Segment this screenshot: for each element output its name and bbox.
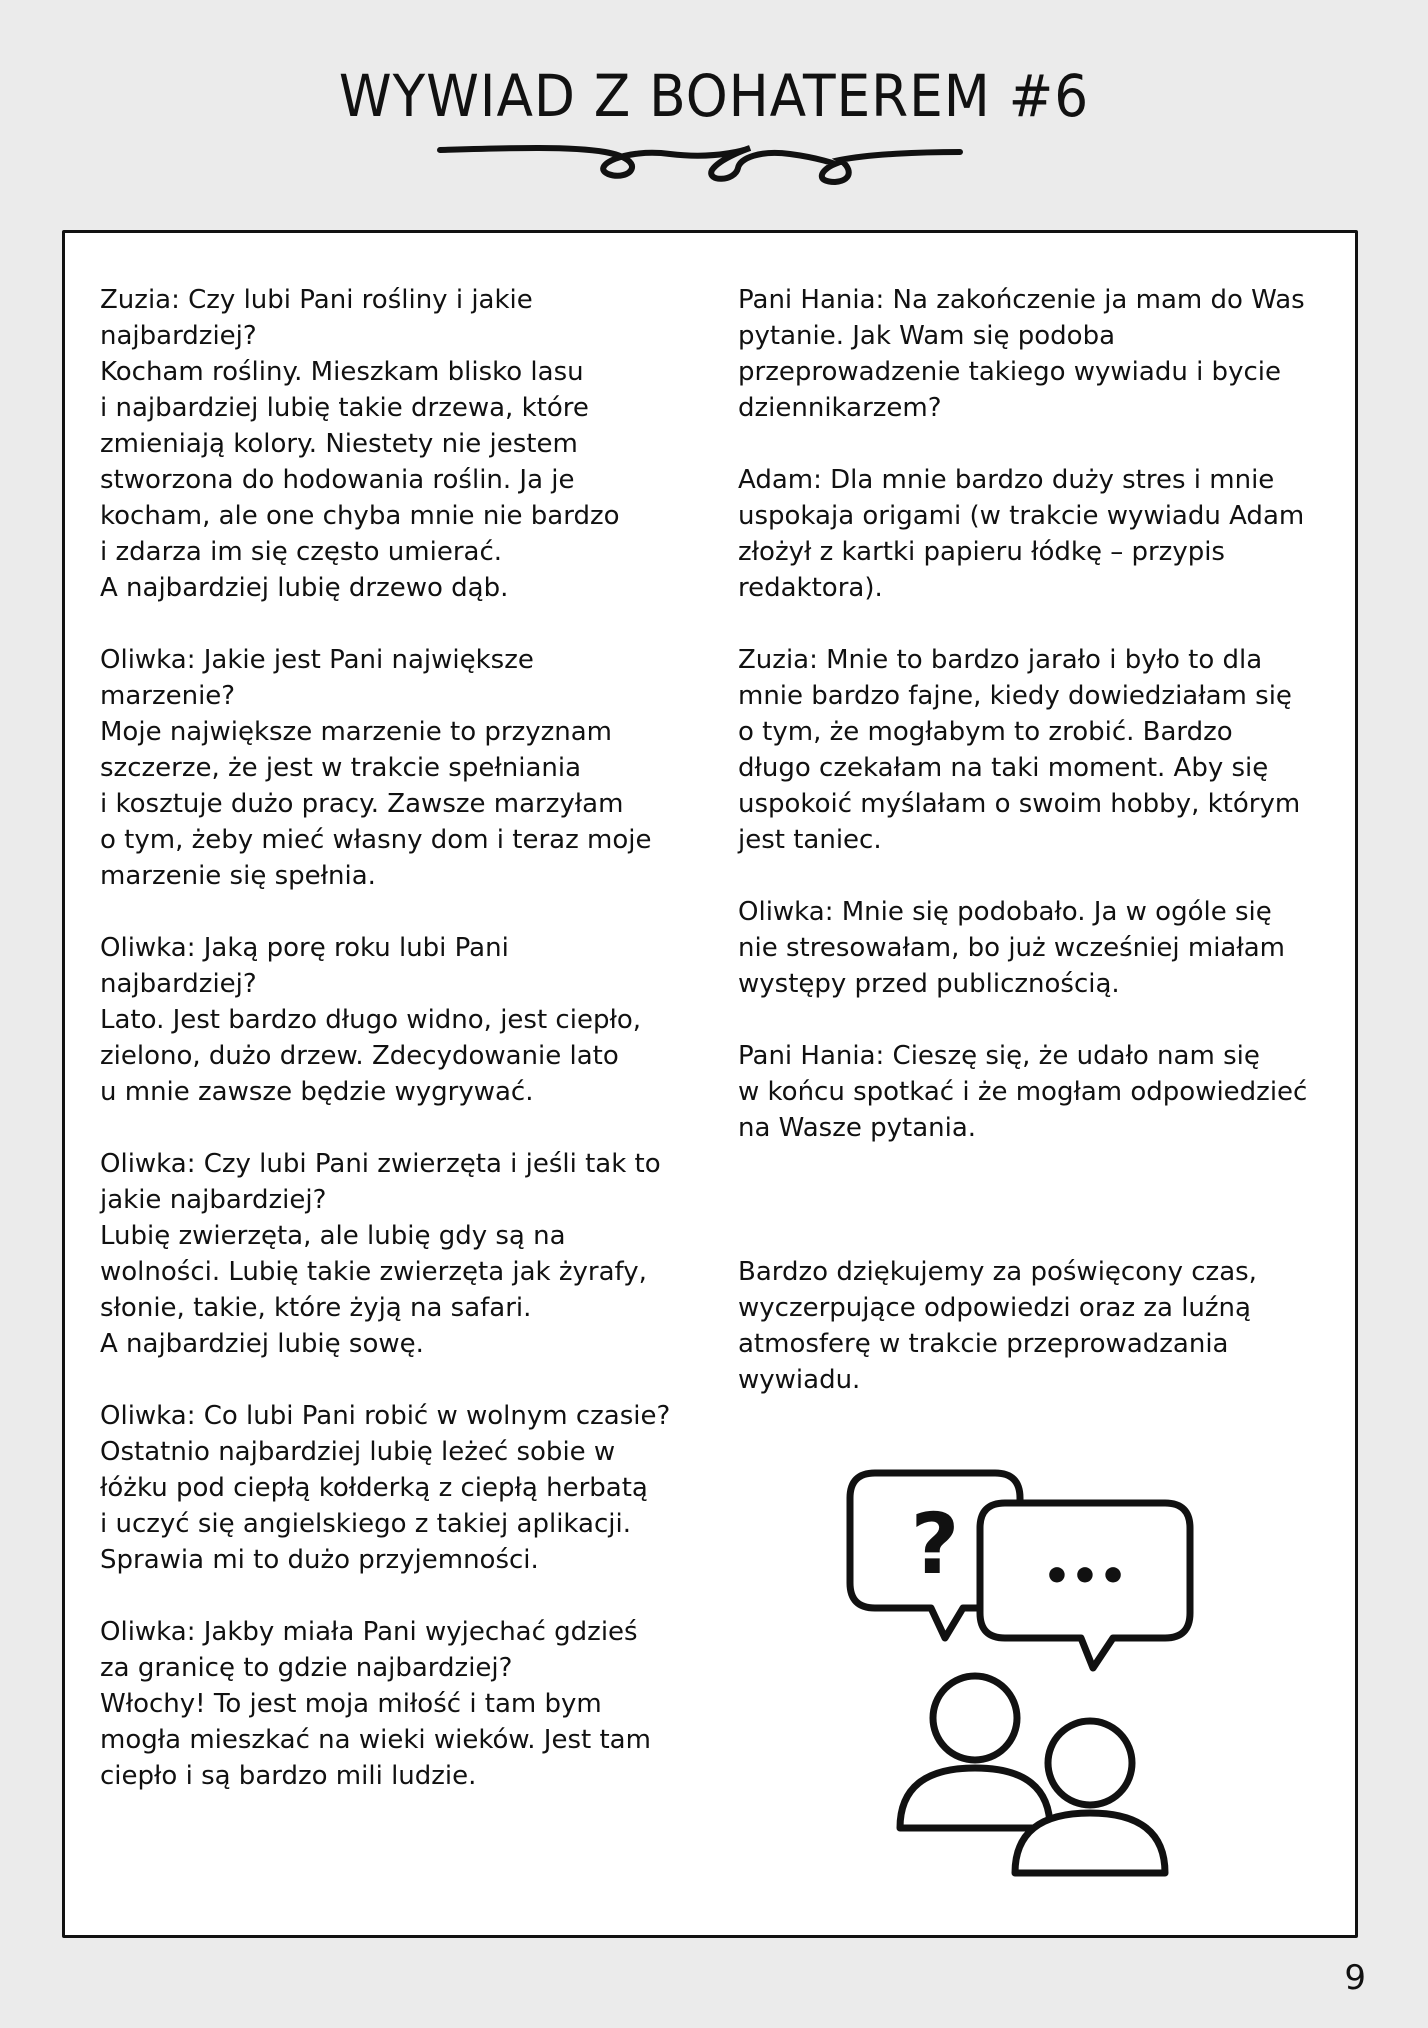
- qa-block: Oliwka: Mnie się podobało. Ja w ogóle się nie stresowałam, bo już wcześniej miałam występy przed publicznością.: [738, 897, 1286, 999]
- qa-block: Pani Hania: Cieszę się, że udało nam się w końcu spotkać i że mogłam odpowiedzieć na Wasze pytania.: [738, 1041, 1308, 1143]
- interview-frame: [62, 230, 1358, 1938]
- qa-block: Adam: Dla mnie bardzo duży stres i mnie uspokaja origami (w trakcie wywiadu Adam złożył z kartki papieru łódkę – przypis redaktora).: [738, 465, 1305, 603]
- ellipsis: •••: [1042, 1551, 1128, 1602]
- question-mark: ?: [910, 1495, 960, 1593]
- speech-bubble-ellipsis-icon: [980, 1503, 1190, 1668]
- swirl-divider-icon: [420, 130, 980, 190]
- right-column: [738, 282, 1338, 1398]
- left-column: [100, 282, 700, 1794]
- closing-note: Bardzo dziękujemy za poświęcony czas, wyczerpujące odpowiedzi oraz za luźną atmosferę w trakcie przeprowadzania wywiadu.: [738, 1257, 1257, 1395]
- qa-block: Oliwka: Czy lubi Pani zwierzęta i jeśli tak to jakie najbardziej? Lubię zwierzęta, ale lubię gdy są na wolności. Lubię takie zwierzęta jak żyrafy, słonie, takie, które żyją na safari. A najbardziej lubię sowę.: [100, 1149, 661, 1359]
- qa-block: Oliwka: Jakie jest Pani największe marzenie? Moje największe marzenie to przyznam szczerze, że jest w trakcie spełniania i kosztuje dużo pracy. Zawsze marzyłam o tym, żeby mieć własny dom i teraz moje marzenie się spełnia.: [100, 645, 652, 891]
- person-left-icon: [900, 1676, 1050, 1828]
- qa-block: Oliwka: Co lubi Pani robić w wolnym czasie? Ostatnio najbardziej lubię leżeć sobie w łóżku pod ciepłą kołderką z ciepłą herbatą i uczyć się angielskiego z takiej aplikacji. Sprawia mi to dużo przyjemności.: [100, 1401, 671, 1575]
- qa-block: Pani Hania: Na zakończenie ja mam do Was pytanie. Jak Wam się podoba przeprowadzenie takiego wywiadu i bycie dziennikarzem?: [738, 285, 1305, 423]
- qa-block: Oliwka: Jakby miała Pani wyjechać gdzieś za granicę to gdzie najbardziej? Włochy! To jest moja miłość i tam bym mogła mieszkać na wieki wieków. Jest tam ciepło i są bardzo mili ludzie.: [100, 1617, 651, 1791]
- qa-block: Zuzia: Czy lubi Pani rośliny i jakie najbardziej? Kocham rośliny. Mieszkam blisko lasu i najbardziej lubię takie drzewa, które zmieniają kolory. Niestety nie jestem stworzona do hodowania roślin. Ja je kocham, ale one chyba mnie nie bardzo i zdarza im się często umierać. A najbardziej lubię drzewo dąb.: [100, 285, 620, 603]
- page-number: 9: [1344, 1958, 1366, 1998]
- people-talking-icon: [845, 1453, 1245, 1883]
- qa-block: Zuzia: Mnie to bardzo jarało i było to dla mnie bardzo fajne, kiedy dowiedziałam się o tym, że mogłabym to zrobić. Bardzo długo czekałam na taki moment. Aby się uspokoić myślałam o swoim hobby, którym jest taniec.: [738, 645, 1301, 855]
- page-title: WYWIAD Z BOHATEREM #6: [338, 62, 1090, 130]
- qa-block: Oliwka: Jaką porę roku lubi Pani najbardziej? Lato. Jest bardzo długo widno, jest ciepło, zielono, dużo drzew. Zdecydowanie lato u mnie zawsze będzie wygrywać.: [100, 933, 642, 1107]
